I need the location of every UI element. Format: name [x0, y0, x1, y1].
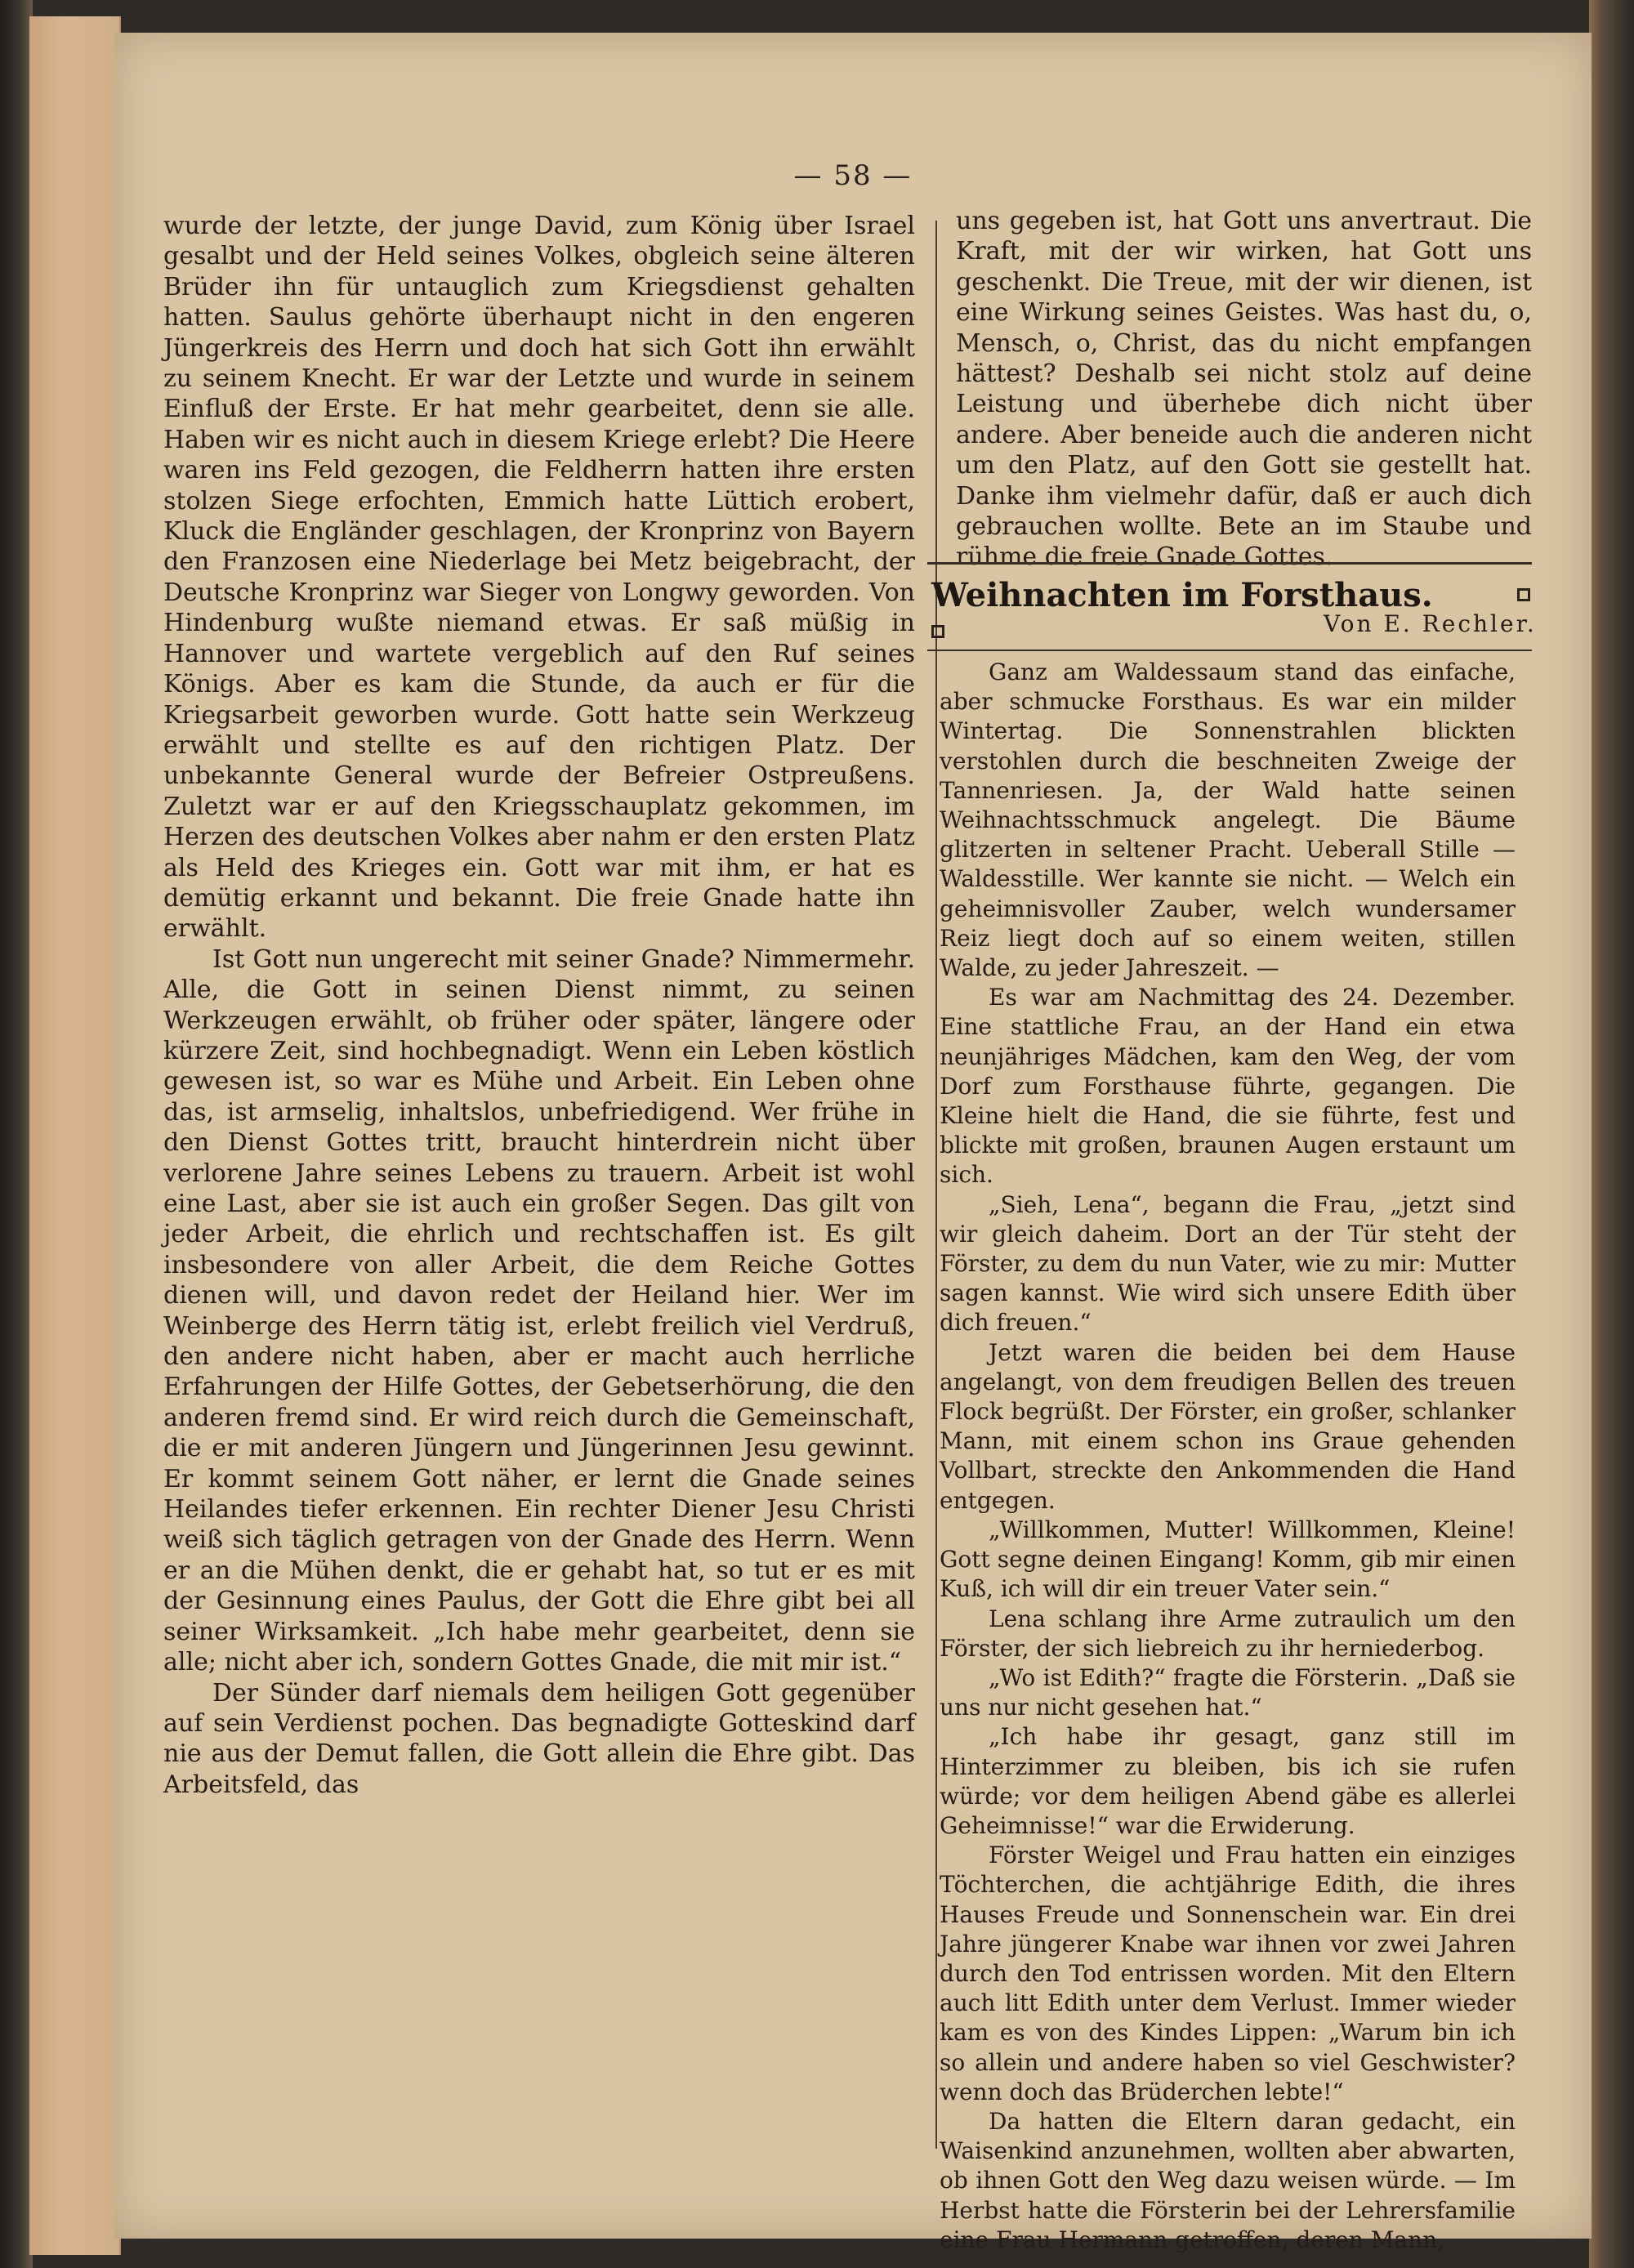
story-paragraph: „Ich habe ihr gesagt, ganz still im Hinterzimmer zu bleiben, bis ich sie rufen würde; vor dem heiligen Abend gäbe es allerlei Geheimnisse!“ war die Erwiderung.: [940, 1723, 1516, 1839]
right-continuation-paragraph: uns gegeben ist, hat Gott uns anvertraut. Die Kraft, mit der wir wirken, hat Gott uns geschenkt. Die Treue, mit der wir dienen, ist eine Wirkung seines Geistes. Was hast du, o, Mensch, o, Christ, das du nicht empfangen hättest? Deshalb sei nicht stolz auf deine Leistung und überhebe dich nicht über andere. Aber beneide auch die anderen nicht um den Platz, auf den Gott sie gestellt hat. Danke ihm vielmehr dafür, daß er auch dich gebrauchen wollte. Bete an im Staube und rühme die freie Gnade Gottes.: [956, 207, 1532, 572]
section-rule-bottom: [927, 650, 1532, 651]
right-column-top: [956, 206, 1532, 573]
left-paragraph-1: wurde der letzte, der junge David, zum König über Israel gesalbt und der Held seines Volkes, obgleich seine älteren Brüder ihn für untauglich zum Kriegsdienst gehalten hatten. Saulus gehörte überhaupt nicht in den engeren Jüngerkreis des Herrn und doch hat sich Gott ihn erwählt zu seinem Knecht. Er war der Letzte und wurde in seinem Einfluß der Erste. Er hat mehr gearbeitet, denn sie alle. Haben wir es nicht auch in diesem Kriege erlebt? Die Heere waren ins Feld gezogen, die Feldherrn hatten ihre ersten stolzen Siege erfochten, Emmich hatte Lüttich erobert, Kluck die Engländer geschlagen, der Kronprinz von Bayern den Franzosen eine Niederlage bei Metz beigebracht, der Deutsche Kronprinz war Sieger von Longwy geworden. Von Hindenburg wußte niemand etwas. Er saß müßig in Hannover und wartete vergeblich auf den Ruf seines Königs. Aber es kam die Stunde, da auch er für die Kriegsarbeit geworben wurde. Gott hatte sein Werkzeug erwählt und stellte es auf den richtigen Platz. Der unbekannte General wurde der Befreier Ostpreußens. Zuletzt war er auf den Kriegsschauplatz gekommen, im Herzen des deutschen Volkes aber nahm er den ersten Platz als Held des Krieges ein. Gott war mit ihm, er hat es demütig erkannt und bekannt. Die freie Gnade hatte ihn erwählt.: [163, 212, 915, 944]
book-binding-right: [1589, 0, 1634, 2268]
story-paragraph: Jetzt waren die beiden bei dem Hause angelangt, von dem freudigen Bellen des treuen Flock begrüßt. Der Förster, ein großer, schlanker Mann, mit einem schon ins Graue gehenden Vollbart, streckte den Ankommenden die Hand entgegen.: [940, 1338, 1516, 1514]
column-divider: [935, 221, 937, 2149]
story-paragraph: Ganz am Waldessaum stand das einfache, aber schmucke Forsthaus. Es war ein milder Wintertag. Die Sonnenstrahlen blickten verstohlen durch die beschneiten Zweige der Tannenriesen. Ja, der Wald hatte seinen Weihnachtsschmuck angelegt. Die Bäume glitzerten in seltener Pracht. Ueberall Stille — Waldesstille. Wer kannte sie nicht. — Welch ein geheimnisvoller Zauber, welch wundersamer Reiz liegt doch auf so einem weiten, stillen Walde, zu jeder Jahreszeit. —: [940, 659, 1516, 982]
section-rule-top: [927, 562, 1532, 565]
ornament-square-icon: [1517, 588, 1530, 601]
story-paragraph: Lena schlang ihre Arme zutraulich um den Förster, der sich liebreich zu ihr herniederbog.: [940, 1605, 1516, 1662]
article-title: Weihnachten im Forsthaus.: [931, 576, 1433, 614]
page-number: — 58 —: [793, 159, 913, 192]
book-binding-left: [0, 0, 33, 2268]
story-paragraph: Förster Weigel und Frau hatten ein einziges Töchterchen, die achtjährige Edith, die ihres Hauses Freude und Sonnenschein war. Ein drei Jahre jüngerer Knabe war ihnen vor zwei Jahren durch den Tod entrissen worden. Mit den Eltern auch litt Edith unter dem Verlust. Immer wieder kam es von des Kindes Lippen: „Warum bin ich so allein und andere haben so viel Geschwister? wenn doch das Brüderchen lebte!“: [940, 1842, 1516, 2105]
story-paragraph: Da hatten die Eltern daran gedacht, ein Waisenkind anzunehmen, wollten aber abwarten, ob ihnen Gott den Weg dazu weisen würde. — Im Herbst hatte die Försterin bei der Lehrersfamilie eine Frau Hermann getroffen, deren Mann,: [940, 2107, 1516, 2253]
left-paragraph-3: Der Sünder darf niemals dem heiligen Gott gegenüber auf sein Verdienst pochen. Das begnadigte Gotteskind darf nie aus der Demut fallen, die Gott allein die Ehre gibt. Das Arbeitsfeld, das: [163, 1678, 915, 1799]
story-paragraph: Es war am Nachmittag des 24. Dezember. Eine stattliche Frau, an der Hand ein etwa neunjähriges Mädchen, kam den Weg, der vom Dorf zum Forsthause führte, gegangen. Die Kleine hielt die Hand, die sie führte, fest und blickte mit großen, braunen Augen erstaunt um sich.: [940, 984, 1516, 1189]
left-column: [163, 211, 915, 1800]
story-paragraph: „Willkommen, Mutter! Willkommen, Kleine! Gott segne deinen Eingang! Komm, gib mir einen Kuß, ich will dir ein treuer Vater sein.“: [940, 1516, 1516, 1603]
story-column: [940, 658, 1516, 2255]
page-stack-edge: [29, 16, 121, 2255]
article-byline: Von E. Rechler.: [1324, 610, 1537, 637]
ornament-square-icon: [931, 625, 944, 638]
left-paragraph-2: Ist Gott nun ungerecht mit seiner Gnade? Nimmermehr. Alle, die Gott in seinen Dienst nimmt, zu seinen Werkzeugen erwählt, ob früher oder später, längere oder kürzere Zeit, sind hochbegnadigt. Wenn ein Leben köstlich gewesen ist, so war es Mühe und Arbeit. Ein Leben ohne das, ist armselig, inhaltslos, unbefriedigend. Wer frühe in den Dienst Gottes tritt, braucht hinterdrein nicht über verlorene Jahre seines Lebens zu trauern. Arbeit ist wohl eine Last, aber sie ist auch ein großer Segen. Das gilt von jeder Arbeit, die ehrlich und rechtschaffen ist. Es gilt insbesondere von aller Arbeit, die dem Reiche Gottes dienen will, und davon redet der Heiland hier. Wer im Weinberge des Herrn tätig ist, erlebt freilich viel Verdruß, den andere nicht haben, aber er macht auch herrliche Erfahrungen der Hilfe Gottes, der Gebetserhörung, die den anderen fremd sind. Er wird reich durch die Gemeinschaft, die er mit anderen Jüngern und Jüngerinnen Jesu gewinnt. Er kommt seinem Gott näher, er lernt die Gnade seines Heilandes tiefer erkennen. Ein rechter Diener Jesu Christi weiß sich täglich getragen von der Gnade des Herrn. Wenn er an die Mühen denkt, die er gehabt hat, so tut er es mit der Gesinnung eines Paulus, der Gott die Ehre gibt bei all seiner Wirksamkeit. „Ich habe mehr gearbeitet, denn sie alle; nicht aber ich, sondern Gottes Gnade, die mit mir ist.“: [163, 944, 915, 1677]
story-paragraph: „Wo ist Edith?“ fragte die Försterin. „Daß sie uns nur nicht gesehen hat.“: [940, 1663, 1516, 1721]
story-paragraph: „Sieh, Lena“, begann die Frau, „jetzt sind wir gleich daheim. Dort an der Tür steht der Förster, zu dem du nun Vater, wie zu mir: Mutter sagen kannst. Wie wird sich unsere Edith über dich freuen.“: [940, 1190, 1516, 1337]
